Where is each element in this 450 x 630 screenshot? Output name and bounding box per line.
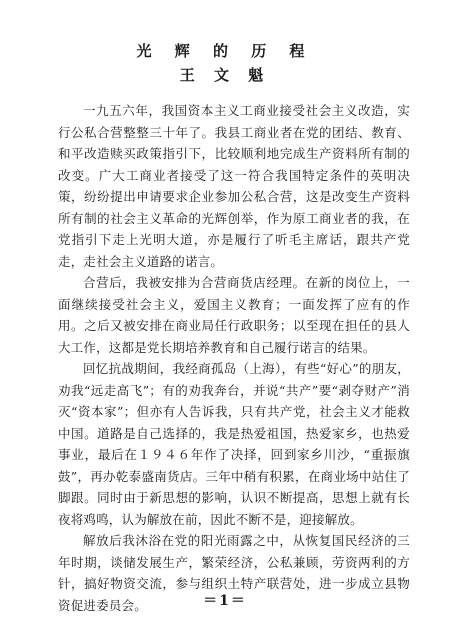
document-author: 王 文 魁 <box>179 66 271 84</box>
page-number: ＝1＝ <box>203 593 247 609</box>
paragraph: 一九五六年，我国资本主义工商业接受社会主义改造，实行公私合营整整三十年了。我县工商业者在党的团结、教育、和平改造赎买政策指引下，比较顺利地完成生产资料所有制的改变。广大工商业者接受了这一符合我国特定条件的英明决策，纷纷提出申请要求企业参加公私合营，这是改变生产资料所有制的社会主义革命的光辉创举，作为原工商业者的我，在党指引下走上光明大道，亦是履行了听毛主席话，跟共产党走，走社会主义道路的诺言。 <box>58 103 410 269</box>
paragraph: 解放后我沐浴在党的阳光雨露之中，从恢复国民经济的三年时期，谈储发展生产，繁荣经济，公私兼顾，劳资两利的方针，搞好物资交流，参与组织土特产联营处，进一步成立县物资促进委员会。 <box>58 533 410 613</box>
document-body <box>58 100 410 616</box>
paragraph: 回忆抗战期间，我经商孤岛（上海），有些“好心”的朋友，劝我“远走高飞”；有的劝我奔台，并说“共产”要“剥夺财产”消灭“资本家”；但亦有人告诉我，只有共产党，社会主义才能救中国。道路是自己选择的，我是热爱祖国，热爱家乡，也热爱事业，最后在１９４６年作了决择，回到家乡川沙，“重振旗鼓”，再办乾泰盛南货店。三年中稍有积累，在商业场中站住了脚跟。同时由于新思想的影响，认识不断提高，思想上就有长夜将鸡鸣，认为解放在前，因此不断不是，迎接解放。 <box>58 361 410 527</box>
document-title: 光 辉 的 历 程 <box>136 42 314 60</box>
paragraph: 合营后，我被安排为合营商货店经理。在新的岗位上，一面继续接受社会主义，爱国主义教育；一面发挥了应有的作用。之后又被安排在商业局任行政职务；以至现在担任的县人大工作，这都是党长期培养教育和自己履行诺言的结果。 <box>58 275 410 355</box>
